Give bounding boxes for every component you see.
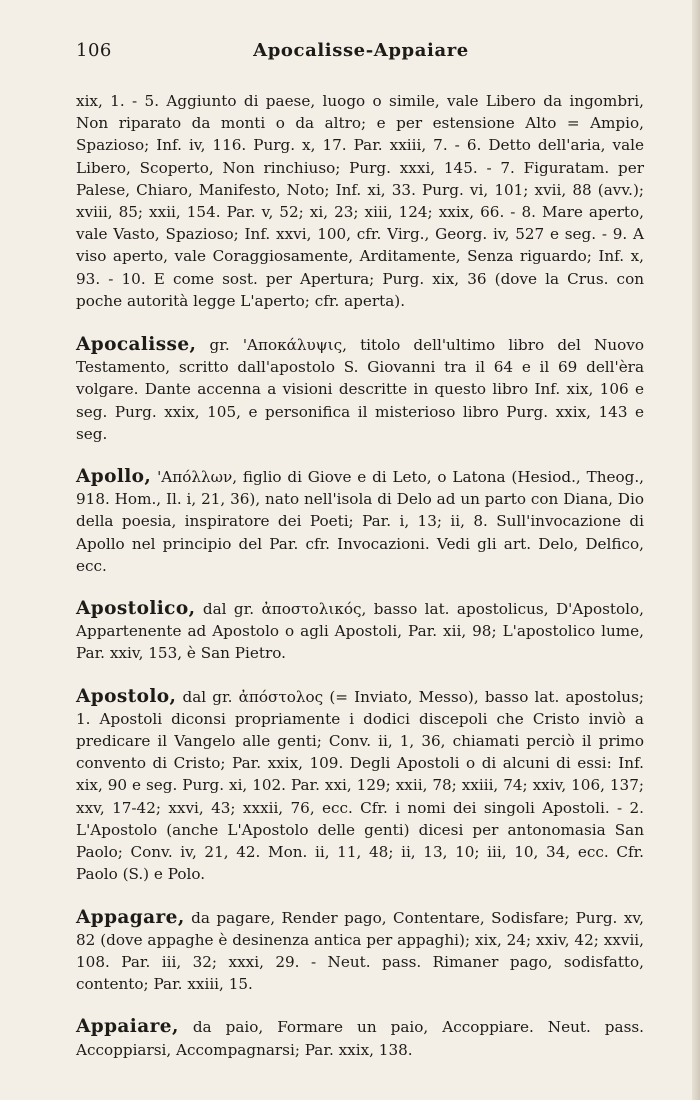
entry-apollo: [76, 466, 644, 577]
entry-apostolo: [76, 686, 644, 886]
page-number: 106: [76, 40, 112, 61]
entry-apocalisse: [76, 334, 644, 445]
entry-text: gr. 'Αποκάλυψις, titolo dell'ultimo libro del Nuovo Testamento, scritto dall'apostolo S. Giovanni tra il 64 e il 69 dell'èra volgare. Dante accenna a visioni descritte in questo libro Inf. xix, 106 e seg. Purg. xxix, 105, e personifica il misterioso libro Purg. xxix, 143 e seg.: [76, 336, 644, 443]
page-spine-shadow: [692, 0, 700, 1100]
entry-lemma: Appaiare,: [76, 1016, 179, 1038]
entry-continuation: [76, 90, 644, 312]
entry-appaiare: [76, 1016, 644, 1060]
entry-lemma: Apocalisse,: [76, 334, 197, 356]
dictionary-text: [76, 90, 644, 1082]
page-header: [76, 40, 646, 68]
entry-text: da paio, Formare un paio, Accoppiare. Neut. pass. Accoppiarsi, Accompagnarsi; Par. xxix, 138.: [76, 1018, 644, 1059]
entry-lemma: Apostolo,: [76, 685, 177, 707]
entry-appagare: [76, 907, 644, 996]
entry-text: 'Απόλλων, figlio di Giove e di Leto, o Latona (Hesiod., Theog., 918. Hom., Il. i, 21, 36), nato nell'isola di Delo ad un parto con Diana, Dio della poesia, inspiratore dei Poeti; Par. i, 13; ii, 8. Sull'invocazione di Apollo nel principio del Par. cfr. Invocazioni. Vedi gli art. Delo, Delfico, ecc.: [76, 468, 644, 575]
entry-apostolico: [76, 598, 644, 665]
entry-text: dal gr. ἀποστολικός, basso lat. apostolicus, D'Apostolo, Appartenente ad Apostolo o agli Apostoli, Par. xii, 98; L'apostolico lume, Par. xxiv, 153, è San Pietro.: [76, 600, 644, 663]
entry-lemma: Apostolico,: [76, 598, 196, 620]
entry-text: xix, 1. - 5. Aggiunto di paese, luogo o simile, vale Libero da ingombri, Non riparato da monti o da altro; e per estensione Alto = Ampio, Spazioso; Inf. iv, 116. Purg. x, 17. Par. xxiii, 7. - 6. Detto dell'aria, vale Libero, Scoperto, Non rinchiuso; Purg. xxxi, 145. - 7. Figuratam. per Palese, Chiaro, Manifesto, Noto; Inf. xi, 33. Purg. vi, 101; xvii, 88 (avv.); xviii, 85; xxii, 154. Par. v, 52; xi, 23; xiii, 124; xxix, 66. - 8. Mare aperto, vale Vasto, Spazioso; Inf. xxvi, 100, cfr. Virg., Georg. iv, 527 e seg. - 9. A viso aperto, vale Coraggiosamente, Arditamente, Senza riguardo; Inf. x, 93. - 10. E come sost. per Apertura; Purg. xix, 36 (dove la Crus. con poche autorità legge L'aperto; cfr. aperta).: [76, 92, 644, 310]
entry-lemma: Apollo,: [76, 466, 152, 488]
running-title: Apocalisse-Appaiare: [253, 40, 469, 61]
entry-lemma: Appagare,: [76, 906, 185, 928]
entry-text: da pagare, Render pago, Contentare, Sodisfare; Purg. xv, 82 (dove appaghe è desinenza antica per appaghi); xix, 24; xxiv, 42; xxvii, 108. Par. iii, 32; xxxi, 29. - Neut. pass. Rimaner pago, sodisfatto, contento; Par. xxiii, 15.: [76, 908, 645, 994]
entry-text: dal gr. ἀπόστολος (= Inviato, Messo), basso lat. apostolus; 1. Apostoli diconsi propriamente i dodici discepoli che Cristo inviò a predicare il Vangelo alle genti; Conv. ii, 1, 36, chiamati perciò il primo convento di Cristo; Par. xxix, 109. Degli Apostoli o di alcuni di essi: Inf. xix, 90 e seg. Purg. xi, 102. Par. xxi, 129; xxii, 78; xxiii, 74; xxiv, 106, 137; xxv, 17-42; xxvi, 43; xxxii, 76, ecc. Cfr. i nomi dei singoli Apostoli. - 2. L'Apostolo (anche L'Apostolo delle genti) dicesi per antonomasia San Paolo; Conv. iv, 21, 42. Mon. ii, 11, 48; ii, 13, 10; iii, 10, 34, ecc. Cfr. Paolo (S.) e Polo.: [76, 687, 645, 884]
